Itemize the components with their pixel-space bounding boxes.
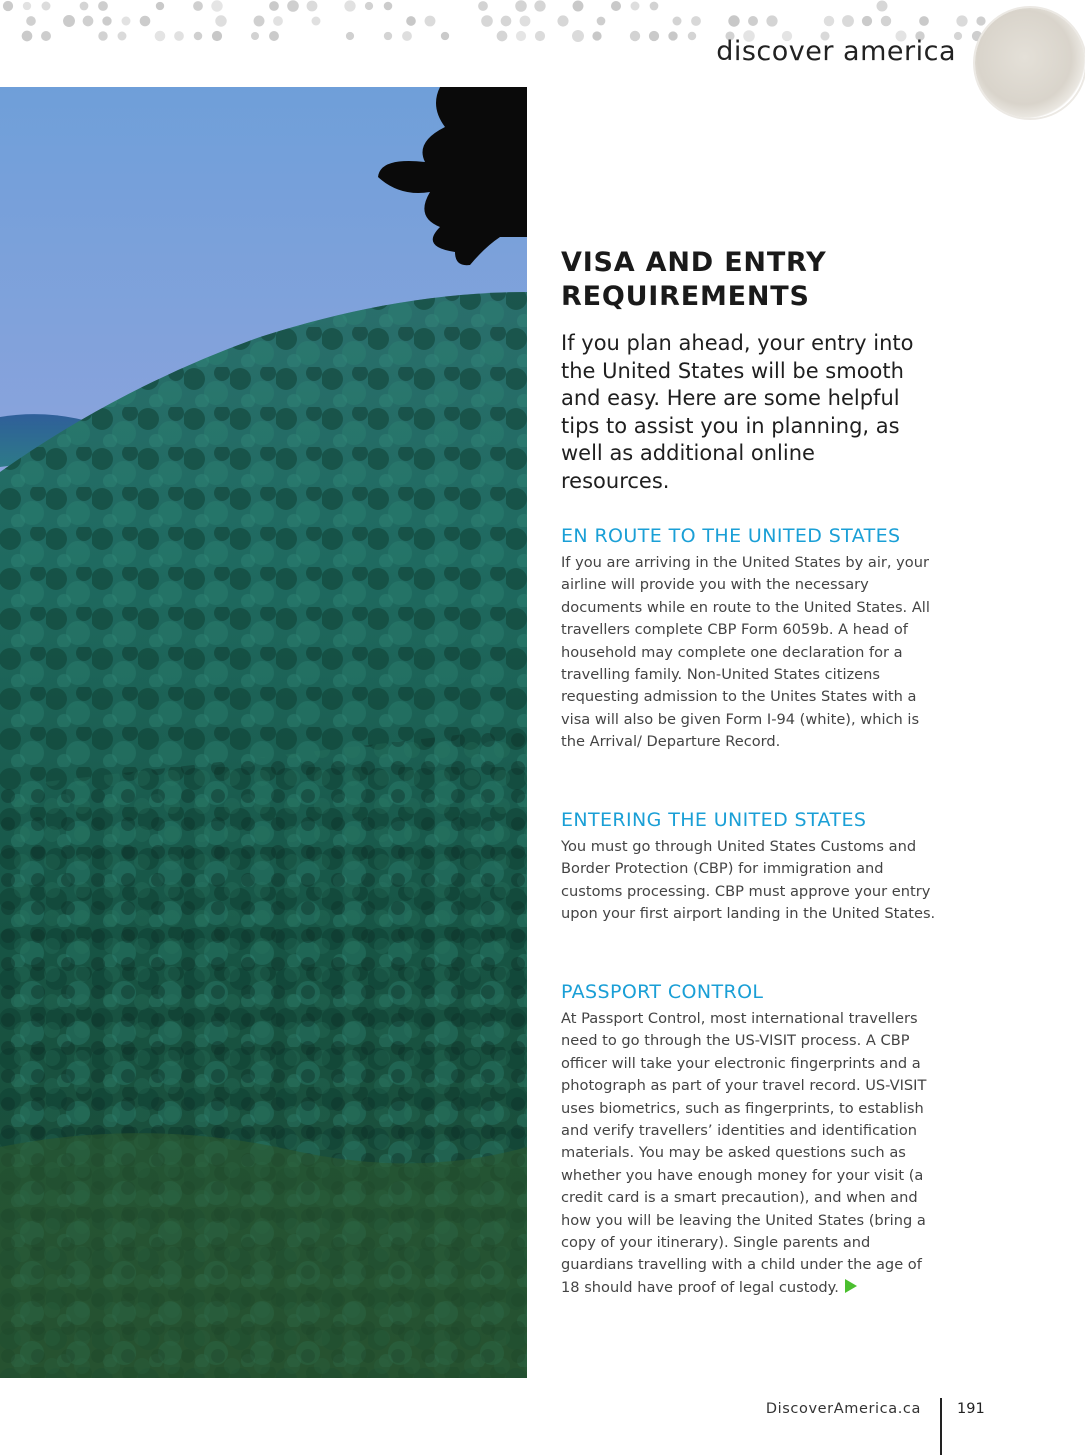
- header-circle-graphic: [975, 8, 1085, 118]
- photo-caption-line1: Whitaker Point Trail, Ozark: [270, 1392, 484, 1408]
- section-heading: ENTERING THE UNITED STATES: [561, 809, 867, 831]
- section-body-container: [561, 1008, 941, 1299]
- section-body: At Passport Control, most international travellers need to go through the US-VISIT process. A CBP officer will take your electronic fingerprints and a photograph as part of your travel record. US-VISIT uses biometrics, such as fingerprints, to establish and verify travellers’ identities and identification materials. You may be asked questions such as whether you have enough money for your visit (a credit card is a smart precaution), and when and how you will be leaving the United States (bring a copy of your itinerary). Single parents and guardians travelling with a child under the age of 18 should have proof of legal custody.: [561, 1010, 927, 1296]
- intro-paragraph: If you plan ahead, your entry into the United States will be smooth and easy. Here are some helpful tips to assist you in planning, as well as additional online resources.: [561, 331, 914, 493]
- arrow-right-icon: [845, 1279, 857, 1293]
- article-intro-block: [561, 246, 941, 496]
- section-label: discover america: [716, 36, 956, 67]
- section-heading: EN ROUTE TO THE UNITED STATES: [561, 525, 901, 547]
- section-heading: PASSPORT CONTROL: [561, 981, 764, 1003]
- forest-photo: [0, 87, 527, 1426]
- section-body: If you are arriving in the United States by air, your airline will provide you with the necessary documents while en route to the United States. All travellers complete CBP Form 6059b. A head of household may complete one declaration for a travelling family. Non-United States citizens requesting admission to the Unites States with a visa will also be given Form I-94 (white), which is the Arrival/ Departure Record.: [561, 554, 930, 751]
- footer-divider: [940, 1398, 942, 1455]
- page-title-line1: VISA AND ENTRY: [561, 247, 827, 278]
- footer-site: DiscoverAmerica.ca: [765, 1401, 921, 1417]
- photo-caption: [270, 1391, 500, 1427]
- section-body: You must go through United States Customs and Border Protection (CBP) for immigration and customs processing. CBP must approve your entry upon your first airport landing in the United States.: [561, 838, 936, 923]
- section-entering: [561, 808, 951, 926]
- page-number: 191: [957, 1401, 985, 1417]
- section-en-route: [561, 524, 951, 754]
- photo-caption-line2: National Forest, Arkansas: [270, 1410, 475, 1426]
- page-title: [561, 246, 941, 314]
- section-passport-control: [561, 980, 951, 1299]
- page-title-line2: REQUIREMENTS: [561, 281, 810, 312]
